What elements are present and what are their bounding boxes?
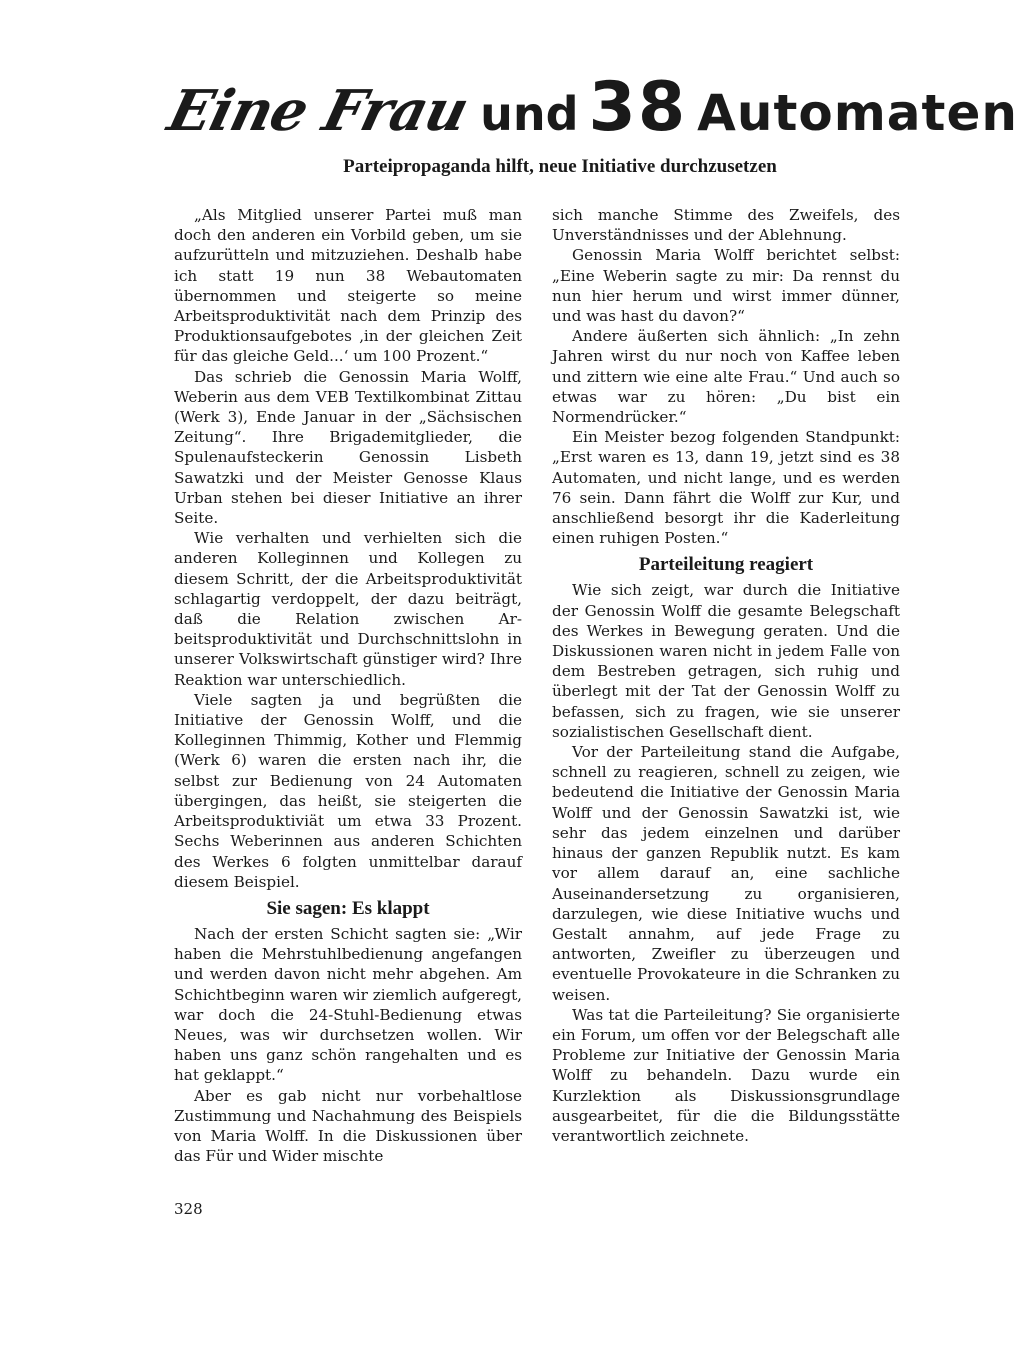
paragraph: Aber es gab nicht nur vorbehaltlose Zustimmung und Nachahmung des Beispiels von Maria Wolff. In die Diskussionen über das Für und Wider mischte: [174, 1086, 522, 1166]
paragraph: sich manche Stimme des Zweifels, des Unverständnisses und der Ablehnung.: [552, 206, 900, 245]
paragraph: Genossin Maria Wolff berichtet selbst: „Eine Weberin sagte zu mir: Da rennst du nun hier herum und wirst immer dünner, und was hast du davon?“: [552, 246, 900, 326]
title-number: 38: [588, 68, 688, 147]
paragraph: Viele sagten ja und begrüßten die Initiative der Genossin Wolff, und die Kolleginnen Thimmig, Kother und Flemmig (Werk 6) waren die ersten nach ihr, die selbst zur Bedienung von 24 Automaten übergingen, das heißt, sie steigerten die Arbeitsproduktiviät um etwa 33 Prozent. Sechs Weberinnen aus anderen Schichten des Werkes 6 folgten unmittelbar darauf diesem Beispiel.: [174, 690, 522, 891]
paragraph: Vor der Parteileitung stand die Aufgabe, schnell zu reagieren, schnell zu zeigen, wie bedeutend die Initiative der Genossin Maria Wolff und der Genossin Sawatzki ist, wie sehr das jedem einzelnen und darüber hinaus der ganzen Republik nutzt. Es kam vor allem darauf an, eine sachliche Auseinandersetzung zu organisieren, darzulegen, wie diese Initiative wuchs und Gestalt annahm, auf jede Frage zu antworten, Zweifler zu überzeugen und eventuelle Provokateure in die Schranken zu weisen.: [552, 743, 900, 1004]
article-subtitle: Parteipropaganda hilft, neue Initiative durchzusetzen: [343, 156, 777, 177]
paragraph: Ein Meister bezog folgenden Standpunkt: „Erst waren es 13, dann 19, jetzt sind es 38 Automaten, und nicht lange, und es werden 76 sein. Dann fährt die Wolff zur Kur, und anschließend besorgt ihr die Kaderleitung einen ruhigen Posten.“: [552, 428, 900, 548]
title-und: und: [480, 87, 579, 141]
title-automaten: Automaten: [697, 84, 1018, 142]
section-heading: Parteileitung reagiert: [638, 554, 814, 576]
title-script-part: Eine Frau: [161, 78, 475, 144]
paragraph: „Als Mitglied unserer Partei muß man doch den anderen ein Vorbild geben, um sie aufzurütteln und mitzuziehen. Deshalb habe ich statt 19 nun 38 Webautomaten übernommen und steigerte so meine Arbeitsproduktivität nach dem Prinzip des Produktionsaufgebotes ‚in der gleichen Zeit für das gleiche Geld...‘ um 100 Prozent.“: [174, 206, 522, 366]
paragraph: Was tat die Parteileitung? Sie organisierte ein Forum, um offen vor der Belegschaft alle Probleme zur Initiative der Genossin Maria Wolff zu behandeln. Dazu wurde ein Kurzlektion als Diskussionsgrundlage ausgearbeitet, für die die Bildungsstätte verantwortlich zeichnete.: [552, 1005, 900, 1145]
paragraph: Nach der ersten Schicht sagten sie: „Wir haben die Mehrstuhlbedienung angefangen und werden davon nicht mehr abgehen. Am Schichtbeginn waren wir ziemlich aufgeregt, war doch die 24-Stuhl-Bedienung etwas Neues, was wir durchsetzen wollen. Wir haben uns ganz schön rangehalten und es hat geklappt.“: [174, 924, 522, 1085]
section-heading: Sie sagen: Es klappt: [266, 897, 430, 919]
right-column: [552, 205, 900, 1146]
paragraph: Wie verhalten und verhielten sich die anderen Kolleginnen und Kollegen zu diesem Schritt, der die Arbeitsproduktivität schlagartig verdoppelt, der dazu beiträgt, daß die Relation zwischen Arbeitsproduktivität und Durchschnittslohn in unserer Volkswirtschaft günstiger wird? Ihre Reaktion war unterschiedlich.: [174, 529, 522, 689]
paragraph: Andere äußerten sich ähnlich: „In zehn Jahren wirst du nur noch von Kaffee leben und zittern wie eine alte Frau.“ Und auch so etwas war zu hören: „Du bist ein Normendrücker.“: [552, 327, 900, 427]
paragraph: Das schrieb die Genossin Maria Wolff, Weberin aus dem VEB Textilkombinat Zittau (Werk 3), Ende Januar in der „Sächsischen Zeitung“. Ihre Brigademitglieder, die Spulenaufsteckerin Genossin Lisbeth Sawatzki und der Meister Genosse Klaus Urban stehen bei dieser Initiative an ihrer Seite.: [174, 367, 522, 528]
article-title: [161, 68, 1018, 158]
paragraph: Wie sich zeigt, war durch die Initiative der Genossin Wolff die gesamte Belegschaft des Werkes in Bewegung geraten. Und die Diskussionen waren nicht in jedem Falle von dem Bestreben getragen, sich ruhig und überlegt mit der Tat der Genossin Wolff zu befassen, sich zu fragen, wie sie unserer sozialistischen Gesellschaft dient.: [552, 581, 900, 741]
page-number: 328: [174, 1200, 203, 1218]
left-column: [174, 205, 522, 1166]
